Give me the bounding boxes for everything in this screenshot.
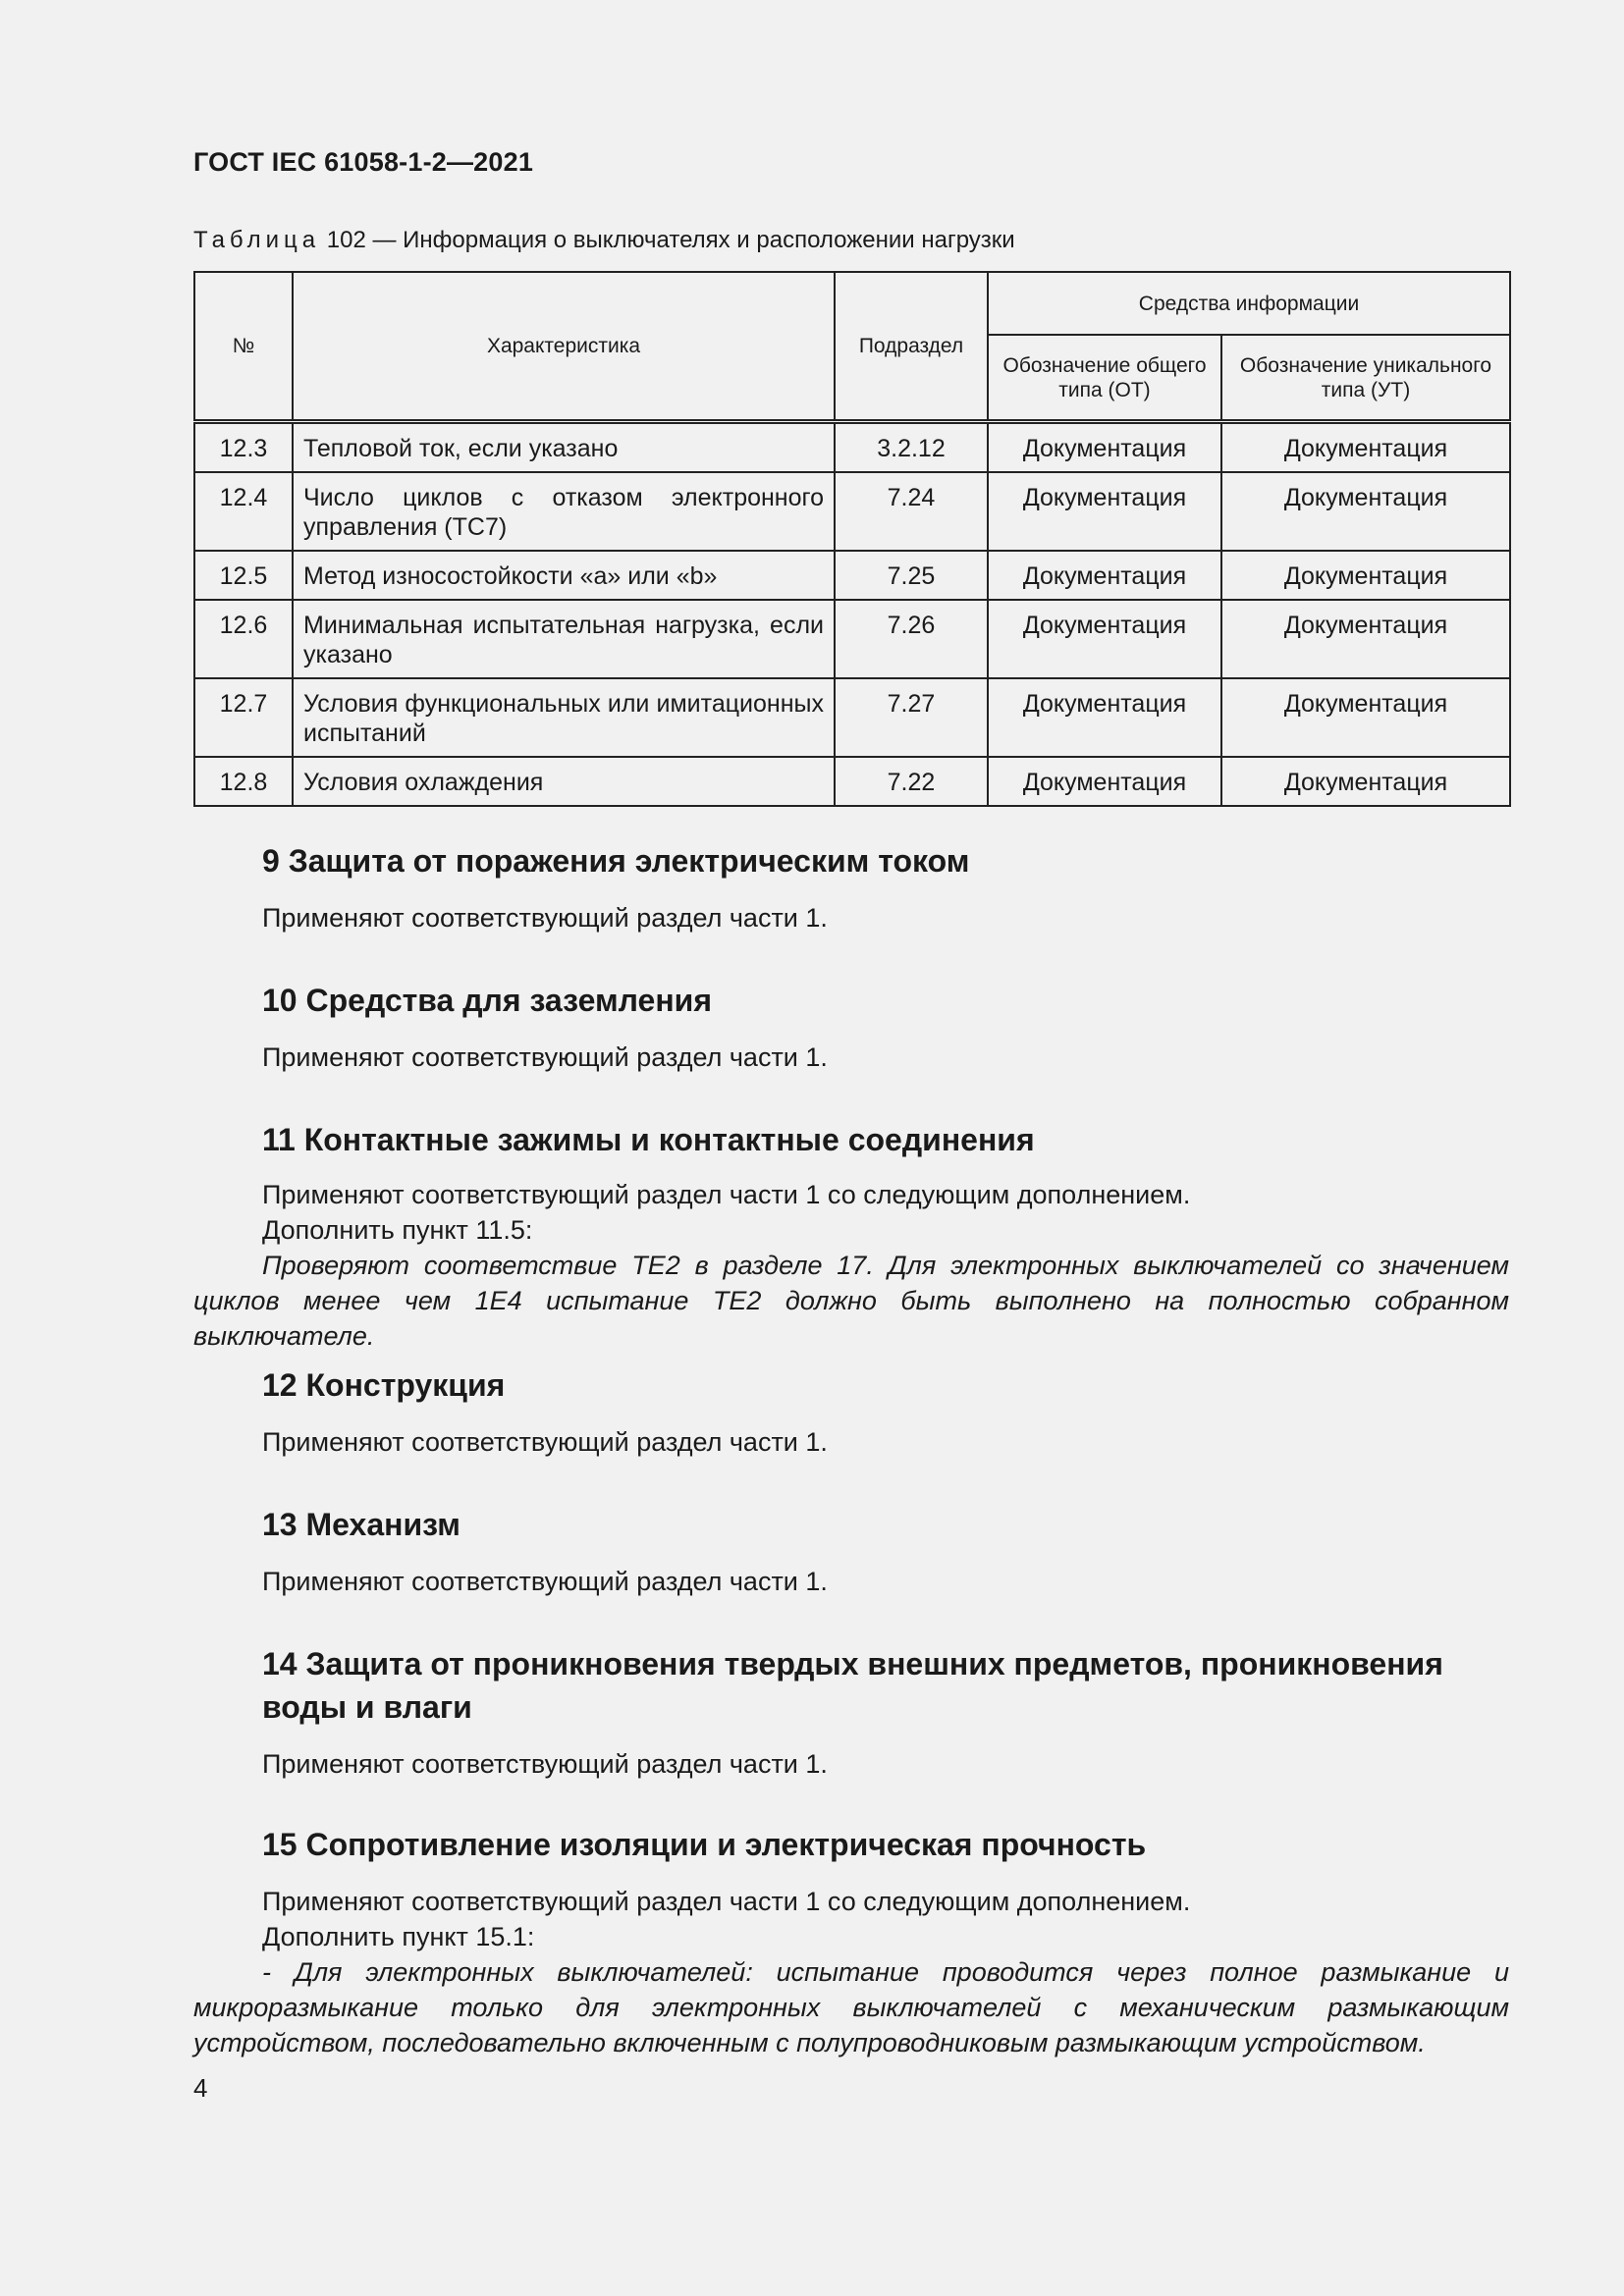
cell-subsection: 7.26 — [835, 600, 988, 678]
cell-ot: Документация — [988, 600, 1221, 678]
section-12 — [193, 1363, 1509, 1460]
cell-characteristic: Условия функциональных или имитационных испытаний — [293, 678, 835, 757]
section-10 — [193, 979, 1509, 1075]
cell-ut: Документация — [1221, 678, 1510, 757]
header-subsection: Подраздел — [835, 272, 988, 422]
cell-ut: Документация — [1221, 757, 1510, 806]
section-15 — [193, 1823, 1509, 2060]
cell-ot: Документация — [988, 422, 1221, 473]
section-13 — [193, 1503, 1509, 1599]
cell-num: 12.4 — [194, 472, 293, 551]
cell-num: 12.3 — [194, 422, 293, 473]
section-italic-note: - Для электронных выключателей: испытание проводится через полное размыкание и микроразмыкание только для электронных выключателей с механическим размыкающим устройством, последовательно включенным с полупроводниковым размыкающим устройством. — [193, 1957, 1509, 2057]
cell-num: 12.5 — [194, 551, 293, 600]
section-addition: Дополнить пункт 11.5: — [262, 1215, 533, 1245]
cell-ot: Документация — [988, 678, 1221, 757]
section-title: 9 Защита от поражения электрическим током — [262, 843, 970, 879]
cell-ot: Документация — [988, 551, 1221, 600]
section-text: Применяют соответствующий раздел части 1. — [262, 1567, 828, 1596]
cell-ot: Документация — [988, 757, 1221, 806]
cell-num: 12.8 — [194, 757, 293, 806]
section-title: 11 Контактные зажимы и контактные соединения — [262, 1122, 1035, 1157]
cell-ut: Документация — [1221, 551, 1510, 600]
section-text: Применяют соответствующий раздел части 1. — [262, 1042, 828, 1072]
table-row — [194, 600, 1510, 678]
section-text: Применяют соответствующий раздел части 1 со следующим дополнением. — [262, 1887, 1191, 1916]
cell-subsection: 7.25 — [835, 551, 988, 600]
header-num: № — [194, 272, 293, 422]
table-caption — [193, 227, 1015, 254]
cell-characteristic: Условия охлаждения — [293, 757, 835, 806]
table-row — [194, 551, 1510, 600]
info-table — [193, 271, 1511, 807]
header-characteristic: Характеристика — [293, 272, 835, 422]
cell-characteristic: Число циклов с отказом электронного управления (ТС7) — [293, 472, 835, 551]
table-caption-label: Таблица — [193, 227, 321, 253]
table-row — [194, 422, 1510, 473]
cell-ut: Документация — [1221, 472, 1510, 551]
page-number: 4 — [193, 2073, 208, 2103]
cell-ut: Документация — [1221, 422, 1510, 473]
cell-num: 12.6 — [194, 600, 293, 678]
cell-ut: Документация — [1221, 600, 1510, 678]
section-title: 15 Сопротивление изоляции и электрическая прочность — [262, 1827, 1147, 1862]
cell-num: 12.7 — [194, 678, 293, 757]
header-ot: Обозначение общего типа (ОТ) — [988, 335, 1221, 422]
table-row — [194, 757, 1510, 806]
section-text: Применяют соответствующий раздел части 1. — [262, 1749, 828, 1779]
section-text: Применяют соответствующий раздел части 1 со следующим дополнением. — [262, 1180, 1191, 1209]
table-102 — [193, 271, 1509, 807]
section-14 — [193, 1642, 1509, 1782]
cell-subsection: 7.22 — [835, 757, 988, 806]
cell-ot: Документация — [988, 472, 1221, 551]
section-9 — [193, 839, 1509, 935]
cell-characteristic: Тепловой ток, если указано — [293, 422, 835, 473]
cell-characteristic: Метод износостойкости «а» или «b» — [293, 551, 835, 600]
cell-subsection: 3.2.12 — [835, 422, 988, 473]
header-ut: Обозначение уникального типа (УТ) — [1221, 335, 1510, 422]
section-text: Применяют соответствующий раздел части 1. — [262, 903, 828, 933]
section-italic-note: Проверяют соответствие ТЕ2 в разделе 17. Для электронных выключателей со значением циклов менее чем 1Е4 испытание ТЕ2 должно быть выполнено на полностью собранном выключателе. — [193, 1251, 1509, 1351]
section-11 — [193, 1118, 1509, 1354]
table-row — [194, 678, 1510, 757]
cell-characteristic: Минимальная испытательная нагрузка, если указано — [293, 600, 835, 678]
header-info-means: Средства информации — [988, 272, 1510, 335]
section-addition: Дополнить пункт 15.1: — [262, 1922, 535, 1951]
section-title: 12 Конструкция — [262, 1367, 506, 1403]
cell-subsection: 7.27 — [835, 678, 988, 757]
table-caption-text: 102 — Информация о выключателях и расположении нагрузки — [326, 227, 1015, 253]
section-title: 10 Средства для заземления — [262, 983, 713, 1018]
document-code: ГОСТ IEC 61058-1-2—2021 — [193, 147, 534, 177]
table-row — [194, 472, 1510, 551]
section-text: Применяют соответствующий раздел части 1. — [262, 1427, 828, 1457]
section-title: 13 Механизм — [262, 1507, 460, 1542]
cell-subsection: 7.24 — [835, 472, 988, 551]
section-title: 14 Защита от проникновения твердых внешних предметов, проникновения воды и влаги — [262, 1646, 1443, 1725]
